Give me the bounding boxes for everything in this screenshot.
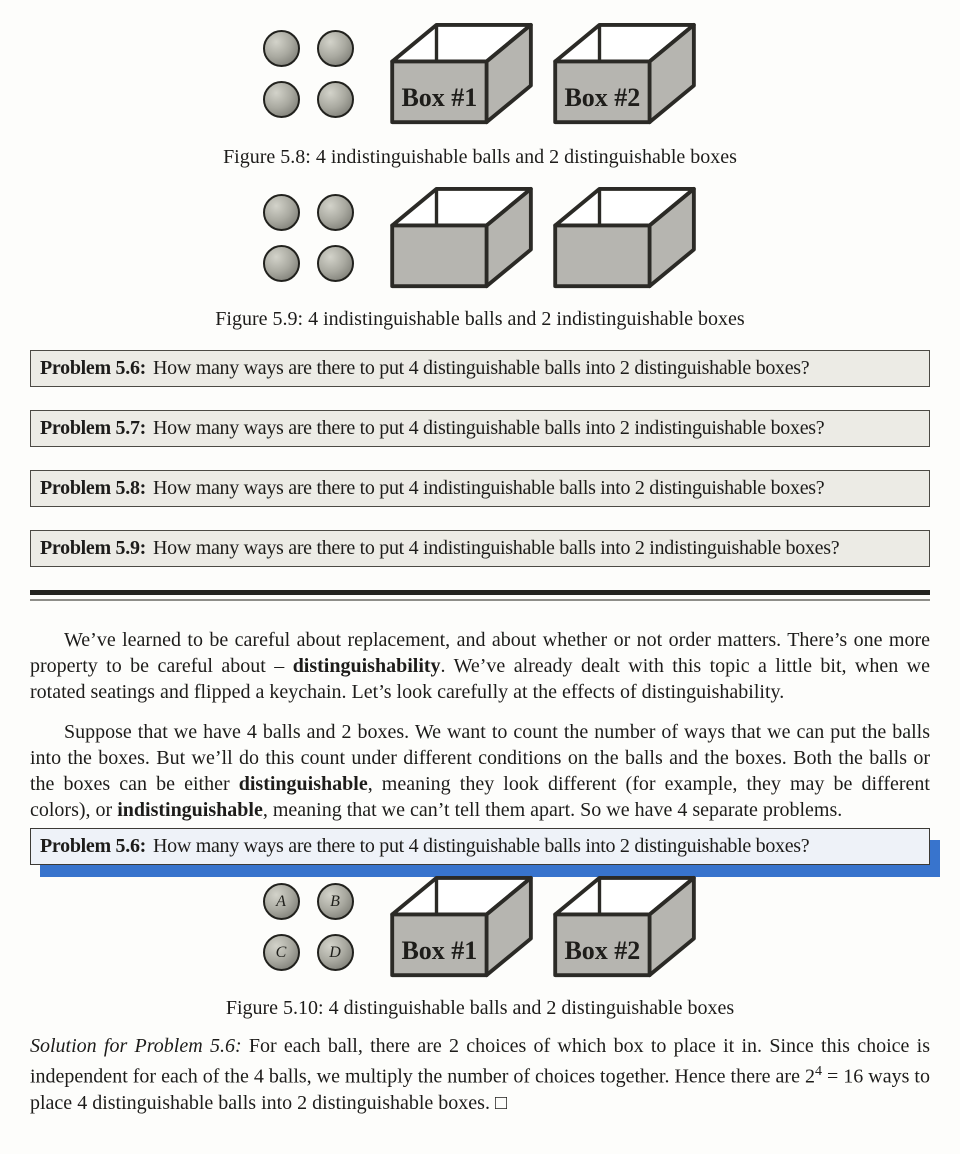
box-label: Box #1 <box>400 82 477 112</box>
highlighted-problem-box-5-6 <box>30 828 930 865</box>
figure-5-10-row <box>30 875 930 979</box>
ball <box>317 30 354 67</box>
problem-box-5-8 <box>30 470 930 507</box>
problem-text: How many ways are there to put 4 indistinguishable balls into 2 indistinguishable boxes? <box>153 537 840 559</box>
solution-paragraph: Solution for Problem 5.6: For each ball, there are 2 choices of which box to place it in. Since this choice is independent for each of the 4 balls, we multiply the number of choices together. Hence there are $2^4 = 16$ ways to place 4 distinguishable balls into 2 distinguishable boxes. □ <box>30 1035 930 1114</box>
ball <box>263 81 300 118</box>
ball-a: A <box>263 883 300 920</box>
balls-group <box>263 194 354 282</box>
box-label: Box #2 <box>563 82 640 112</box>
ball <box>263 245 300 282</box>
section-divider <box>30 590 930 601</box>
figure-5-10 <box>30 875 930 1021</box>
ball <box>263 194 300 231</box>
open-box-illustration <box>553 875 698 979</box>
problem-label: Problem 5.6: <box>40 835 147 857</box>
problem-label: Problem 5.8: <box>40 477 147 499</box>
problem-text: How many ways are there to put 4 distinguishable balls into 2 distinguishable boxes? <box>153 357 810 379</box>
open-box-illustration <box>553 22 698 126</box>
ball <box>317 245 354 282</box>
open-box-illustration <box>390 22 535 126</box>
problem-list <box>30 350 930 567</box>
paragraph-distinguishability-intro: We’ve learned to be careful about replacement, and about whether or not order matters. There’s one more property to be careful about – distinguishability. We’ve already dealt with this topic a little bit, when we rotated seatings and flipped a keychain. Let’s look carefully at the effects of distinguishability. <box>30 629 930 703</box>
box-label: Box #1 <box>400 935 477 965</box>
ball <box>317 194 354 231</box>
figure-5-8 <box>30 22 930 170</box>
problem-text: How many ways are there to put 4 indistinguishable balls into 2 distinguishable boxes? <box>153 477 825 499</box>
boxes-group <box>390 875 698 979</box>
problem-label: Problem 5.9: <box>40 537 147 559</box>
problem-text: How many ways are there to put 4 distinguishable balls into 2 distinguishable boxes? <box>153 835 810 857</box>
ball <box>263 30 300 67</box>
open-box-illustration <box>390 186 535 290</box>
box-label: Box #2 <box>563 935 640 965</box>
ball-d: D <box>317 934 354 971</box>
problem-text: How many ways are there to put 4 distinguishable balls into 2 indistinguishable boxes? <box>153 417 825 439</box>
boxes-group <box>390 186 698 290</box>
open-box-illustration <box>390 875 535 979</box>
problem-label: Problem 5.6: <box>40 357 147 379</box>
figure-5-9 <box>30 186 930 332</box>
problem-box-5-9 <box>30 530 930 567</box>
figure-5-8-row <box>30 22 930 126</box>
figure-5-9-row <box>30 186 930 290</box>
problem-label: Problem 5.7: <box>40 417 147 439</box>
balls-group <box>263 883 354 971</box>
open-box-illustration <box>553 186 698 290</box>
ball-b: B <box>317 883 354 920</box>
ball <box>317 81 354 118</box>
problem-box-5-6 <box>30 350 930 387</box>
figure-caption: Figure 5.8: 4 indistinguishable balls and 2 distinguishable boxes <box>223 146 737 168</box>
figure-caption: Figure 5.9: 4 indistinguishable balls and 2 indistinguishable boxes <box>215 308 745 330</box>
boxes-group <box>390 22 698 126</box>
problem-box-5-7 <box>30 410 930 447</box>
balls-group <box>263 30 354 118</box>
figure-caption: Figure 5.10: 4 distinguishable balls and 2 distinguishable boxes <box>225 997 735 1019</box>
ball-c: C <box>263 934 300 971</box>
paragraph-four-problems: Suppose that we have 4 balls and 2 boxes. We want to count the number of ways that we can put the balls into the boxes. But we’ll do this count under different conditions on the balls and the boxes. Both the balls or the boxes can be either distinguishable, meaning they look different (for example, they may be different colors), or indistinguishable, meaning that we can’t tell them apart. So we have 4 separate problems. <box>30 721 930 821</box>
